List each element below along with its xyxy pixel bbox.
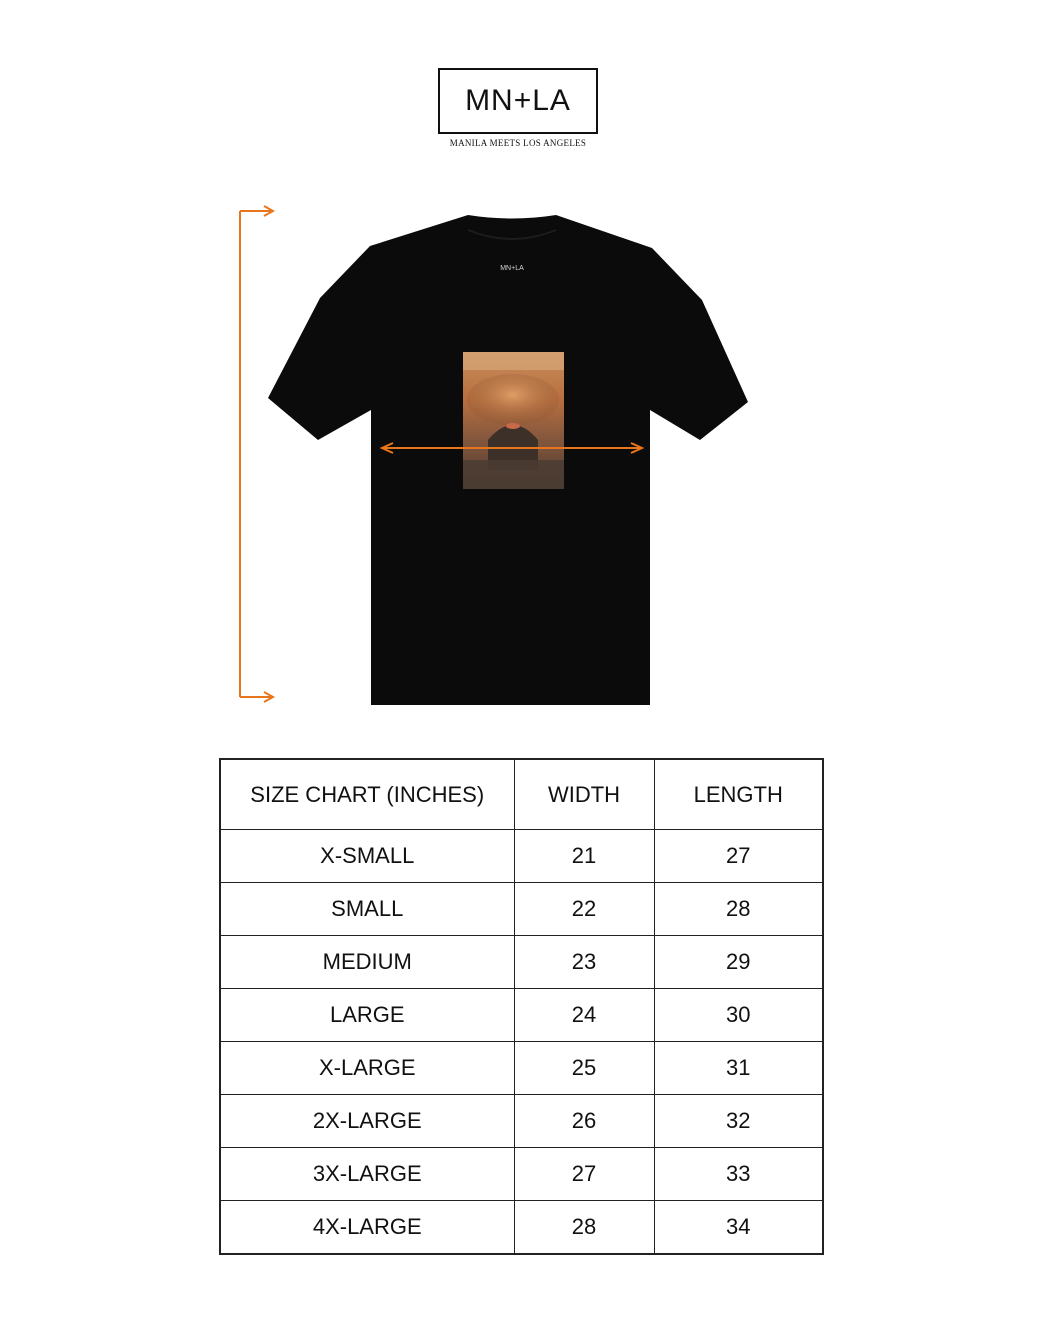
table-row: [220, 1042, 823, 1095]
length-cell: 28: [654, 883, 823, 936]
size-cell: SMALL: [220, 883, 514, 936]
length-cell: 27: [654, 830, 823, 883]
size-chart-table: [219, 758, 824, 1255]
table-row: [220, 1095, 823, 1148]
brand-tagline: MANILA MEETS LOS ANGELES: [449, 138, 587, 148]
size-cell: MEDIUM: [220, 936, 514, 989]
width-cell: 22: [514, 883, 654, 936]
width-cell: 25: [514, 1042, 654, 1095]
width-cell: 27: [514, 1148, 654, 1201]
header-size: SIZE CHART (INCHES): [220, 759, 514, 830]
length-cell: 30: [654, 989, 823, 1042]
width-cell: 28: [514, 1201, 654, 1255]
size-cell: LARGE: [220, 989, 514, 1042]
length-cell: 32: [654, 1095, 823, 1148]
length-cell: 33: [654, 1148, 823, 1201]
width-cell: 26: [514, 1095, 654, 1148]
table-row: [220, 1201, 823, 1255]
header-width: WIDTH: [514, 759, 654, 830]
table-row: [220, 883, 823, 936]
size-cell: 2X-LARGE: [220, 1095, 514, 1148]
length-cell: 31: [654, 1042, 823, 1095]
table-header-row: [220, 759, 823, 830]
size-cell: 4X-LARGE: [220, 1201, 514, 1255]
size-cell: X-LARGE: [220, 1042, 514, 1095]
size-cell: X-SMALL: [220, 830, 514, 883]
size-cell: 3X-LARGE: [220, 1148, 514, 1201]
width-cell: 21: [514, 830, 654, 883]
width-cell: 23: [514, 936, 654, 989]
neck-label: MN+LA: [500, 265, 524, 272]
length-cell: 29: [654, 936, 823, 989]
width-cell: 24: [514, 989, 654, 1042]
table-row: [220, 1148, 823, 1201]
length-arrow: [240, 206, 273, 702]
table-row: [220, 936, 823, 989]
header-length: LENGTH: [654, 759, 823, 830]
table-row: [220, 989, 823, 1042]
table-row: [220, 830, 823, 883]
graphic-print: [463, 352, 564, 489]
logo-text: MN+LA: [465, 84, 571, 117]
length-cell: 34: [654, 1201, 823, 1255]
